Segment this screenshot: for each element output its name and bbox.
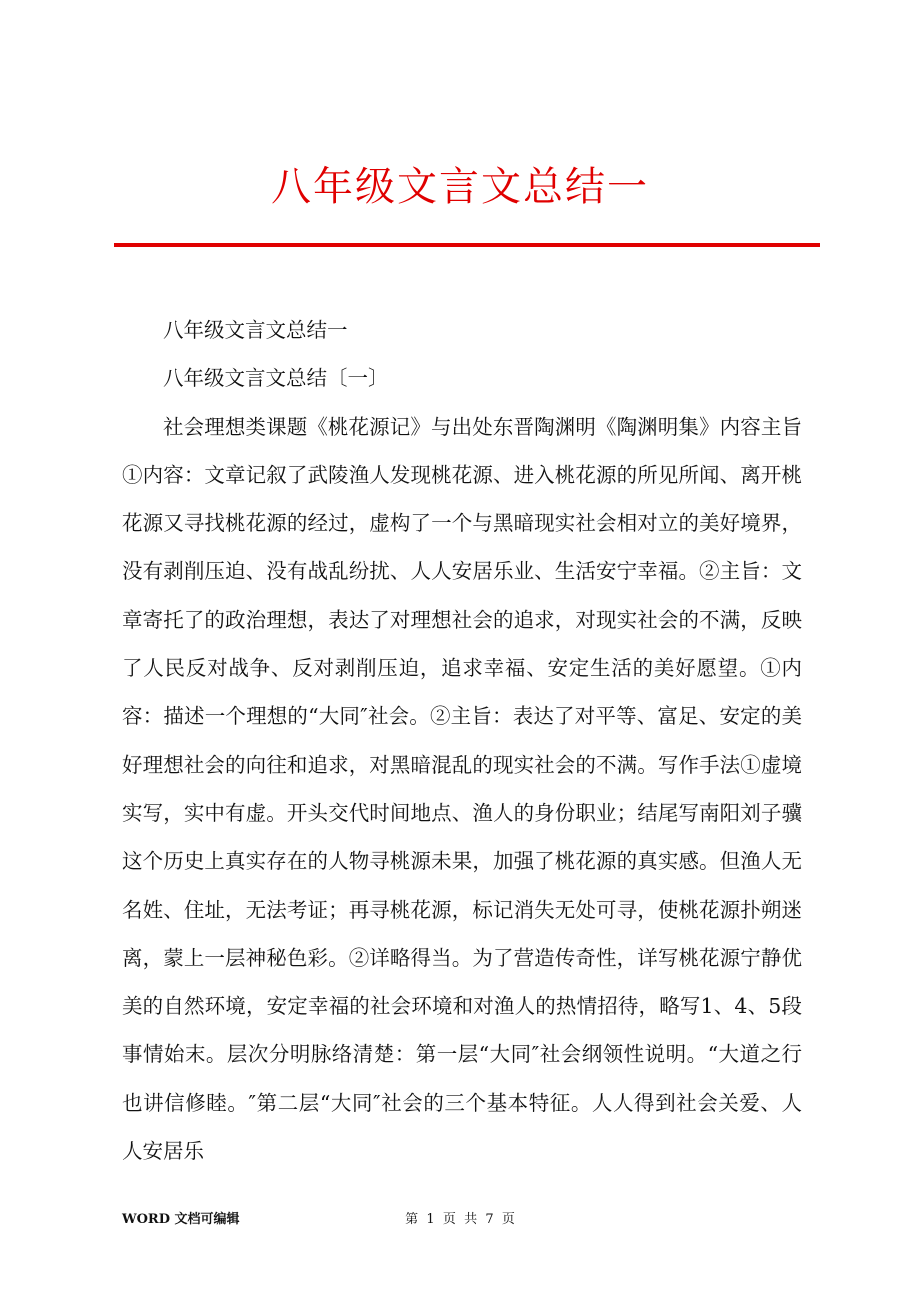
body-paragraph: 八年级文言文总结一 [163, 318, 348, 342]
footer-page-number: 第 1 页 共 7 页 [405, 1212, 515, 1227]
body-paragraph: 八年级文言文总结〔一〕 [163, 366, 389, 391]
document-body [122, 306, 802, 1175]
title-underline [114, 243, 820, 247]
body-paragraph: 社会理想类课题《桃花源记》与出处东晋陶渊明《陶渊明集》内容主旨①内容：文章记叙了武陵渔人发现桃花源、进入桃花源的所见所闻、离开桃花源又寻找桃花源的经过，虚构了一个与黑暗现实社会相对立的美好境界，没有剥削压迫、没有战乱纷扰、人人安居乐业、生活安宁幸福。②主旨：文章寄托了的政治理想，表达了对理想社会的追求，对现实社会的不满，反映了人民反对战争、反对剥削压迫，追求幸福、安定生活的美好愿望。①内容：描述一个理想的“大同″社会。②主旨：表达了对平等、富足、安定的美好理想社会的向往和追求，对黑暗混乱的现实社会的不满。写作手法①虚境实写，实中有虚。开头交代时间地点、渔人的身份职业；结尾写南阳刘子骥这个历史上真实存在的人物寻桃源未果，加强了桃花源的真实感。但渔人无名姓、住址，无法考证；再寻桃花源，标记消失无处可寻，使桃花源扑朔迷离，蒙上一层神秘色彩。②详略得当。为了营造传奇性，详写桃花源宁静优美的自然环境，安定幸福的社会环境和对渔人的热情招待，略写1、4、5段事情始末。层次分明脉络清楚：第一层“大同″社会纲领性说明。“大道之行也讲信修睦。″第二层“大同″社会的三个基本特征。人人得到社会关爱、人人安居乐 [122, 414, 802, 1164]
document-title: 八年级文言文总结一 [271, 164, 649, 210]
footer-editable-note: WORD 文档可编辑 [122, 1212, 240, 1227]
